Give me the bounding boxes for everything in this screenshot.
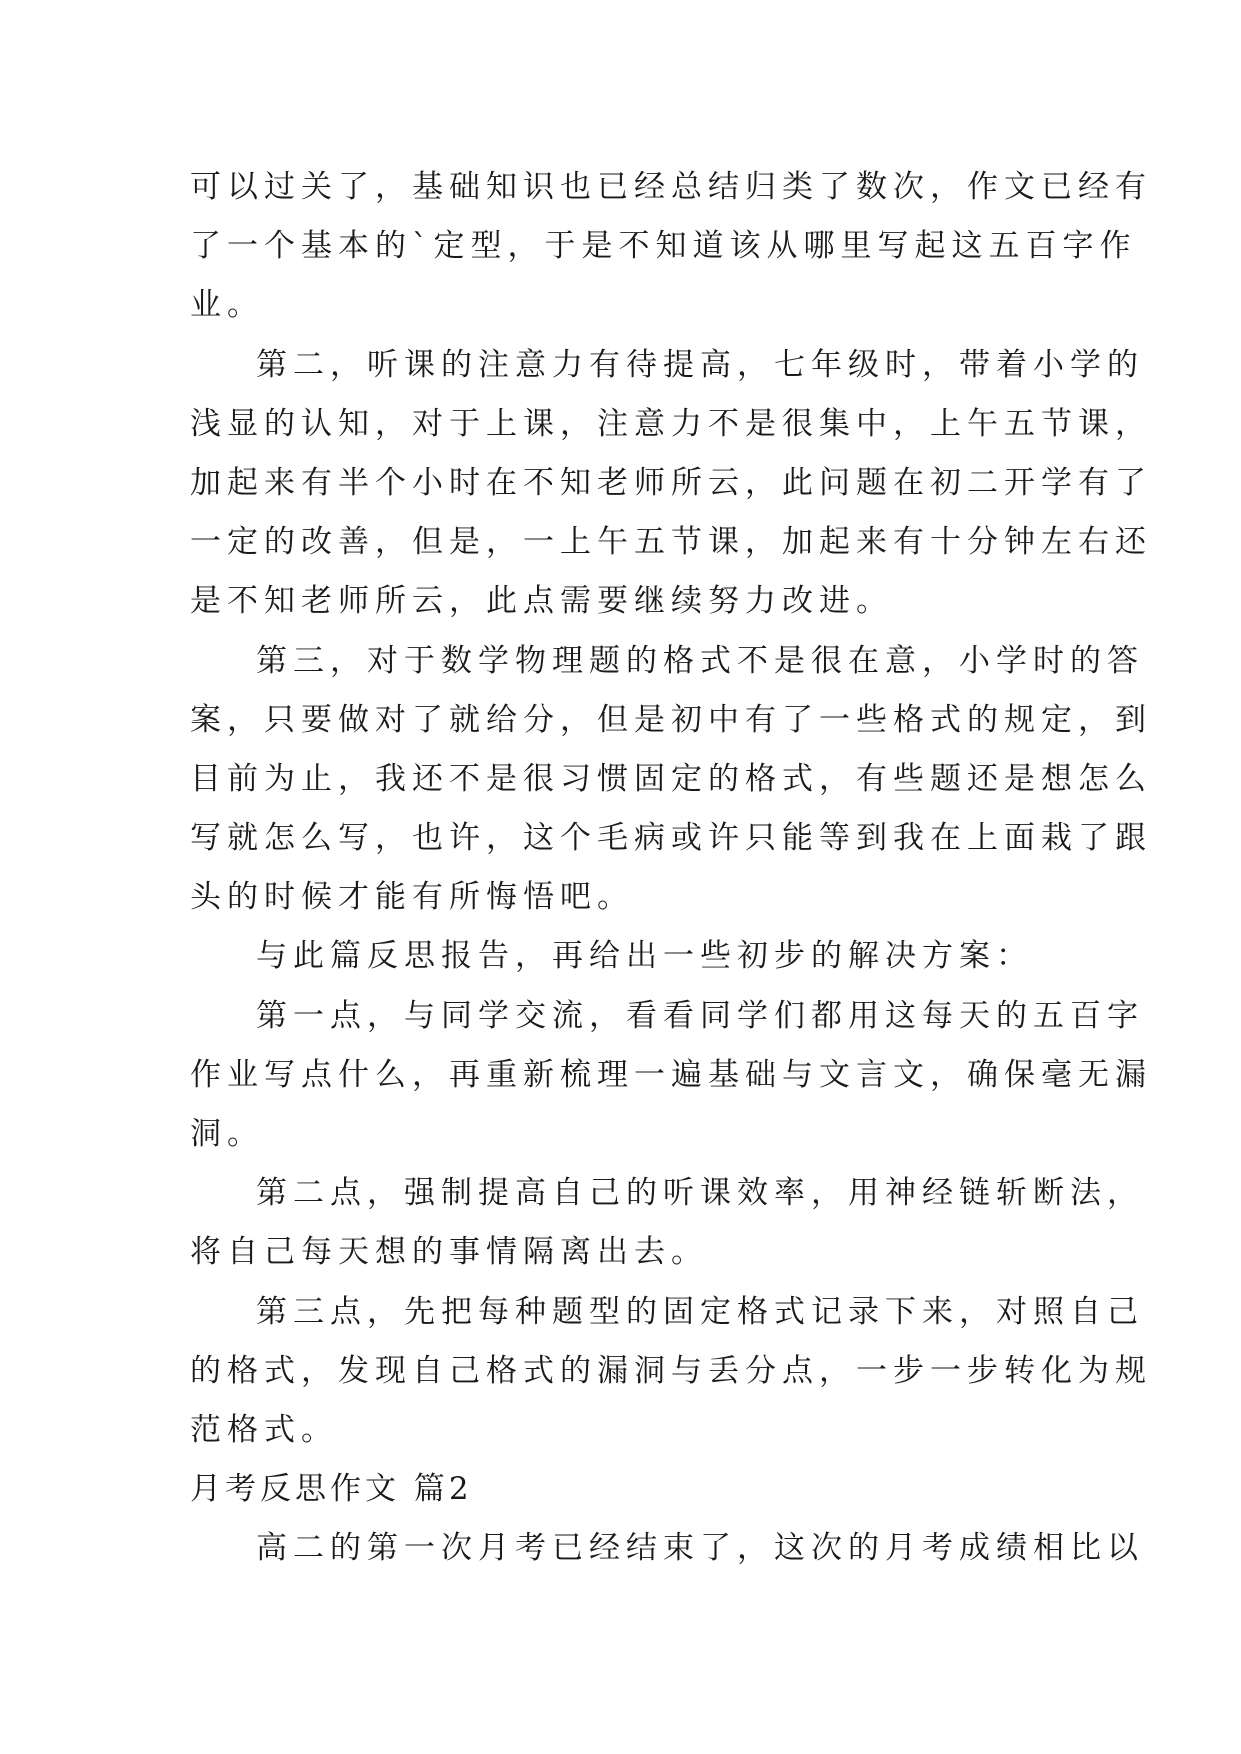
paragraph-start-line: 高二的第一次月考已经结束了，这次的月考成绩相比以 (256, 1530, 1144, 1567)
paragraph-start-line: 第一点，与同学交流，看看同学们都用这每天的五百字 (256, 997, 1144, 1034)
paragraph-start-line: 第三点，先把每种题型的固定格式记录下来，对照自己 (256, 1293, 1144, 1330)
paragraph-start-line: 与此篇反思报告，再给出一些初步的解决方案： (256, 938, 1033, 975)
text-line: 加起来有半个小时在不知老师所云，此问题在初二开学有了 (190, 464, 1152, 501)
paragraph-start-line: 第二点，强制提高自己的听课效率，用神经链斩断法， (256, 1175, 1144, 1212)
text-line: 案，只要做对了就给分，但是初中有了一些格式的规定，到 (190, 701, 1152, 738)
document-body (190, 158, 1152, 1579)
text-line: 目前为止，我还不是很习惯固定的格式，有些题还是想怎么 (190, 760, 1152, 797)
paragraph-start-line: 第三，对于数学物理题的格式不是很在意，小学时的答 (256, 642, 1144, 679)
text-line: 的格式，发现自己格式的漏洞与丢分点，一步一步转化为规 (190, 1352, 1152, 1389)
text-line: 洞。 (190, 1116, 264, 1152)
text-line: 一定的改善，但是，一上午五节课，加起来有十分钟左右还 (190, 524, 1152, 561)
text-line: 头的时候才能有所悔悟吧。 (190, 879, 634, 916)
text-line: 浅显的认知，对于上课，注意力不是很集中，上午五节课， (190, 405, 1152, 442)
text-line: 写就怎么写，也许，这个毛病或许只能等到我在上面栽了跟 (190, 820, 1152, 857)
text-line: 业。 (190, 287, 264, 324)
text-line: 了一个基本的`定型，于是不知道该从哪里写起这五百字作 (190, 228, 1137, 265)
paragraph-start-line: 第二，听课的注意力有待提高，七年级时，带着小学的 (256, 346, 1144, 383)
text-line: 可以过关了，基础知识也已经总结归类了数次，作文已经有 (190, 169, 1152, 205)
text-line: 是不知老师所云，此点需要继续努力改进。 (190, 583, 893, 620)
text-line: 作业写点什么，再重新梳理一遍基础与文言文，确保毫无漏 (190, 1056, 1152, 1093)
text-line: 将自己每天想的事情隔离出去。 (190, 1234, 708, 1271)
section-heading: 月考反思作文 篇2 (190, 1471, 473, 1508)
text-line: 范格式。 (190, 1411, 338, 1448)
